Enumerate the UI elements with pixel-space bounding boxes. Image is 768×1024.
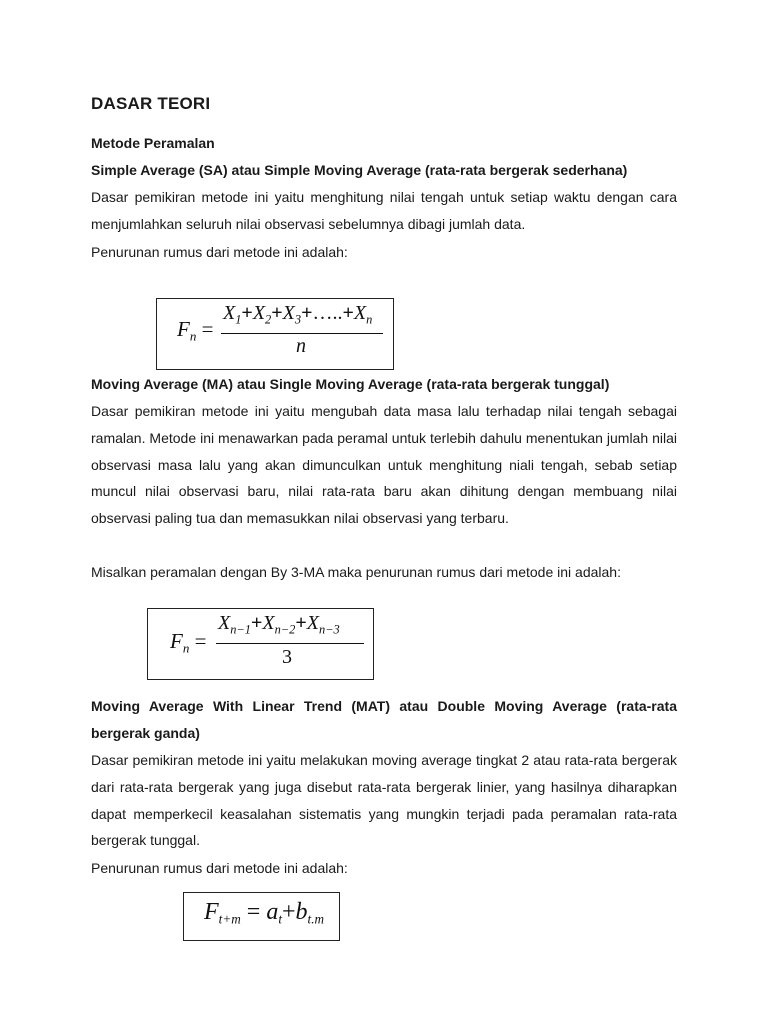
sa-formula-lhs: $F_n$ = <box>177 317 214 344</box>
sa-fraction-bar <box>221 333 383 334</box>
ma-heading: Moving Average (MA) atau Single Moving Average (rata-rata bergerak tunggal) <box>91 376 610 392</box>
ma-formula-numerator: $X_{n-1}+X_{n-2}+X_{n-3}$ <box>218 612 340 637</box>
ma-formula-intro: Misalkan peramalan dengan By 3-MA maka penurunan rumus dari metode ini adalah: <box>91 564 621 580</box>
ma-formula-lhs: $F_n$ = <box>170 629 207 656</box>
sa-formula-numerator: $X_1+X_2+X_3+\dots..+X_n$ <box>223 302 373 327</box>
ma-formula-denominator: 3 <box>282 646 292 668</box>
sa-paragraph: Dasar pemikiran metode ini yaitu menghitung nilai tengah untuk setiap waktu dengan cara menjumlahkan seluruh nilai observasi sebelumnya dibagi jumlah data. <box>91 189 677 232</box>
mat-formula-box <box>183 892 340 941</box>
sa-formula-box <box>156 298 394 370</box>
ma-paragraph: Dasar pemikiran metode ini yaitu mengubah data masa lalu terhadap nilai tengah sebagai ramalan. Metode ini menawarkan pada peramal untuk terlebih dahulu menentukan jumlah nilai observasi masa lalu yang akan dimunculkan untuk menghitung niali tengah, sebab setiap muncul nilai observasi baru, nilai rata-rata baru akan dihitung dengan membuang nilai observasi paling tua dan memasukkan nilai observasi yang terbaru. <box>91 403 677 527</box>
mat-formula: $F_{t+m} = a_t+b_{t.m}$ <box>204 899 325 927</box>
sa-formula-denominator: n <box>296 335 306 357</box>
page-title: DASAR TEORI <box>91 94 211 113</box>
mat-formula-intro: Penurunan rumus dari metode ini adalah: <box>91 860 348 876</box>
ma-fraction-bar <box>216 643 364 644</box>
sa-heading: Simple Average (SA) atau Simple Moving Average (rata-rata bergerak sederhana) <box>91 162 628 178</box>
section-heading: Metode Peramalan <box>91 135 215 151</box>
sa-formula-intro: Penurunan rumus dari metode ini adalah: <box>91 244 348 260</box>
mat-paragraph: Dasar pemikiran metode ini yaitu melakukan moving average tingkat 2 atau rata-rata bergerak dari rata-rata bergerak yang juga disebut rata-rata bergerak linier, yang hasilnya diharapkan dapat memperkecil keasalahan sistematis yang mungkin terjadi pada peramalan rata-rata bergerak tunggal. <box>91 752 677 849</box>
mat-heading: Moving Average With Linear Trend (MAT) atau Double Moving Average (rata-rata bergerak ganda) <box>91 698 677 741</box>
ma-formula-box <box>147 608 374 680</box>
